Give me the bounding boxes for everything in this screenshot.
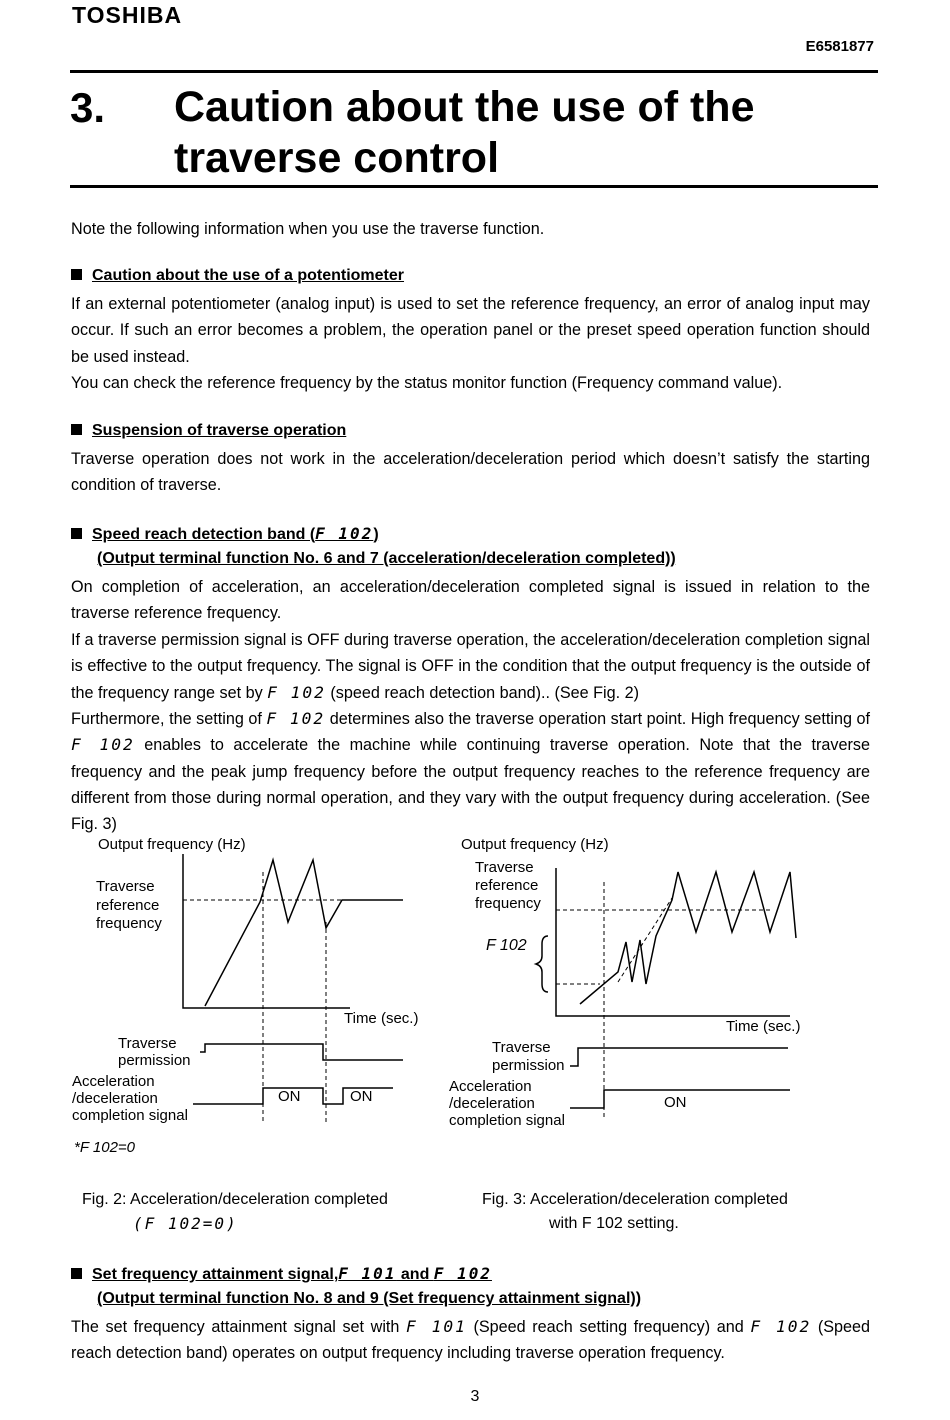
fig3-ref-label-1: Traverse bbox=[475, 859, 534, 876]
potentiometer-paragraph-2: You can check the reference frequency by the status monitor function (Frequency command value). bbox=[71, 374, 783, 392]
fig2-on-label-1: ON bbox=[278, 1088, 301, 1105]
bullet-square-icon bbox=[71, 1268, 82, 1279]
title-rule-top bbox=[70, 70, 878, 73]
fig2-time-label: Time (sec.) bbox=[344, 1010, 419, 1027]
fig2-axes bbox=[183, 854, 350, 1008]
speed-reach-paragraph-2: If a traverse permission signal is OFF during traverse operation, the acceleration/deceleration completion signal is effective to the output frequency. The signal is OFF in the condition that the output frequency is the outside of the frequency range set by F 102 (speed reach detection band).. (See Fig. 2) bbox=[71, 631, 870, 702]
section-heading-set-frequency: Set frequency attainment signal,F 101 and F 102 bbox=[71, 1264, 492, 1284]
page-title: Caution about the use of the traverse control bbox=[174, 83, 755, 182]
fig2-frequency-curve bbox=[205, 860, 403, 1006]
toshiba-logo: TOSHIBA bbox=[72, 2, 183, 28]
suspension-paragraph: Traverse operation does not work in the acceleration/deceleration period which doesn’t satisfy the starting condition of traverse. bbox=[71, 450, 870, 495]
fig3-ref-label-3: frequency bbox=[475, 895, 541, 912]
document-number: E6581877 bbox=[805, 38, 874, 55]
fig2-perm-label-1: Traverse bbox=[118, 1035, 177, 1052]
fig3-perm-label-1: Traverse bbox=[492, 1039, 551, 1056]
fig2-ref-label-3: frequency bbox=[96, 915, 162, 932]
fig2-ref-label-1: Traverse bbox=[96, 878, 155, 895]
fig3-ref-label-2: reference bbox=[475, 877, 539, 894]
speed-reach-subheading: (Output terminal function No. 6 and 7 (acceleration/deceleration completed)) bbox=[97, 550, 676, 567]
fig3-caption-2: with F 102 setting. bbox=[549, 1215, 679, 1232]
fig3-perm-label-2: permission bbox=[492, 1057, 565, 1074]
fig2-permission-signal bbox=[200, 1044, 403, 1060]
fig2-perm-label-2: permission bbox=[118, 1052, 191, 1069]
figure-3-diagram bbox=[440, 832, 840, 1142]
fig2-on-label-2: ON bbox=[350, 1088, 373, 1105]
fig3-permission-signal bbox=[570, 1048, 788, 1066]
fig3-band-brace bbox=[536, 936, 548, 992]
fig2-ref-label-2: reference bbox=[96, 897, 160, 914]
fig2-acc-label-3: completion signal bbox=[72, 1107, 188, 1124]
set-frequency-paragraph: The set frequency attainment signal set with F 101 (Speed reach setting frequency) and F 102 (Speed reach detection band) operates on output frequency including traverse operation frequency. bbox=[71, 1317, 871, 1363]
bullet-square-icon bbox=[71, 269, 82, 280]
fig3-band-label: F 102 bbox=[486, 937, 527, 954]
speed-reach-paragraph-1: On completion of acceleration, an acceleration/deceleration completed signal is issued in relation to the traverse reference frequency. bbox=[71, 578, 870, 623]
page-number: 3 bbox=[470, 1388, 480, 1405]
section-heading-potentiometer: Caution about the use of a potentiometer bbox=[71, 267, 404, 285]
fig2-acc-label-2: /deceleration bbox=[72, 1090, 158, 1107]
fig2-caption-2: (F 102=0) bbox=[133, 1214, 238, 1233]
fig3-acc-label-3: completion signal bbox=[449, 1112, 565, 1129]
fig3-dotted-ref-ramp bbox=[618, 898, 672, 982]
fig3-time-label: Time (sec.) bbox=[726, 1018, 801, 1035]
fig3-on-label: ON bbox=[664, 1094, 687, 1111]
fig2-y-label: Output frequency (Hz) bbox=[98, 836, 246, 853]
fig3-y-label: Output frequency (Hz) bbox=[461, 836, 609, 853]
fig2-note: *F 102=0 bbox=[74, 1139, 136, 1156]
potentiometer-paragraph: If an external potentiometer (analog input) is used to set the reference frequency, an error of analog input may occur. If such an error becomes a problem, the operation panel or the preset speed operation function should be used instead. bbox=[71, 295, 870, 366]
fig3-frequency-curve bbox=[580, 872, 796, 1004]
fig3-acc-label-2: /deceleration bbox=[449, 1095, 535, 1112]
section-heading-speed-reach: Speed reach detection band (F 102) bbox=[71, 524, 379, 544]
bullet-square-icon bbox=[71, 528, 82, 539]
fig3-caption: Fig. 3: Acceleration/deceleration completed bbox=[482, 1191, 788, 1208]
fig2-caption: Fig. 2: Acceleration/deceleration completed bbox=[82, 1191, 388, 1208]
speed-reach-paragraph-3: Furthermore, the setting of F 102 determines also the traverse operation start point. High frequency setting of F 102 enables to accelerate the machine while continuing traverse operation. Note that the traverse frequency and the peak jump frequency before the output frequency reaches to the reference frequency are different from those during normal operation, and they vary with the output frequency during acceleration. (See Fig. 3) bbox=[71, 709, 871, 834]
bullet-square-icon bbox=[71, 424, 82, 435]
title-rule-bottom bbox=[70, 185, 878, 188]
fig2-acc-label-1: Acceleration bbox=[72, 1073, 155, 1090]
figure-2-diagram bbox=[60, 832, 440, 1162]
section-heading-suspension: Suspension of traverse operation bbox=[71, 422, 346, 440]
intro-text: Note the following information when you use the traverse function. bbox=[71, 220, 545, 238]
fig3-acc-label-1: Acceleration bbox=[449, 1078, 532, 1095]
section-number: 3. bbox=[70, 84, 106, 131]
set-frequency-subheading: (Output terminal function No. 8 and 9 (Set frequency attainment signal)) bbox=[97, 1290, 642, 1307]
